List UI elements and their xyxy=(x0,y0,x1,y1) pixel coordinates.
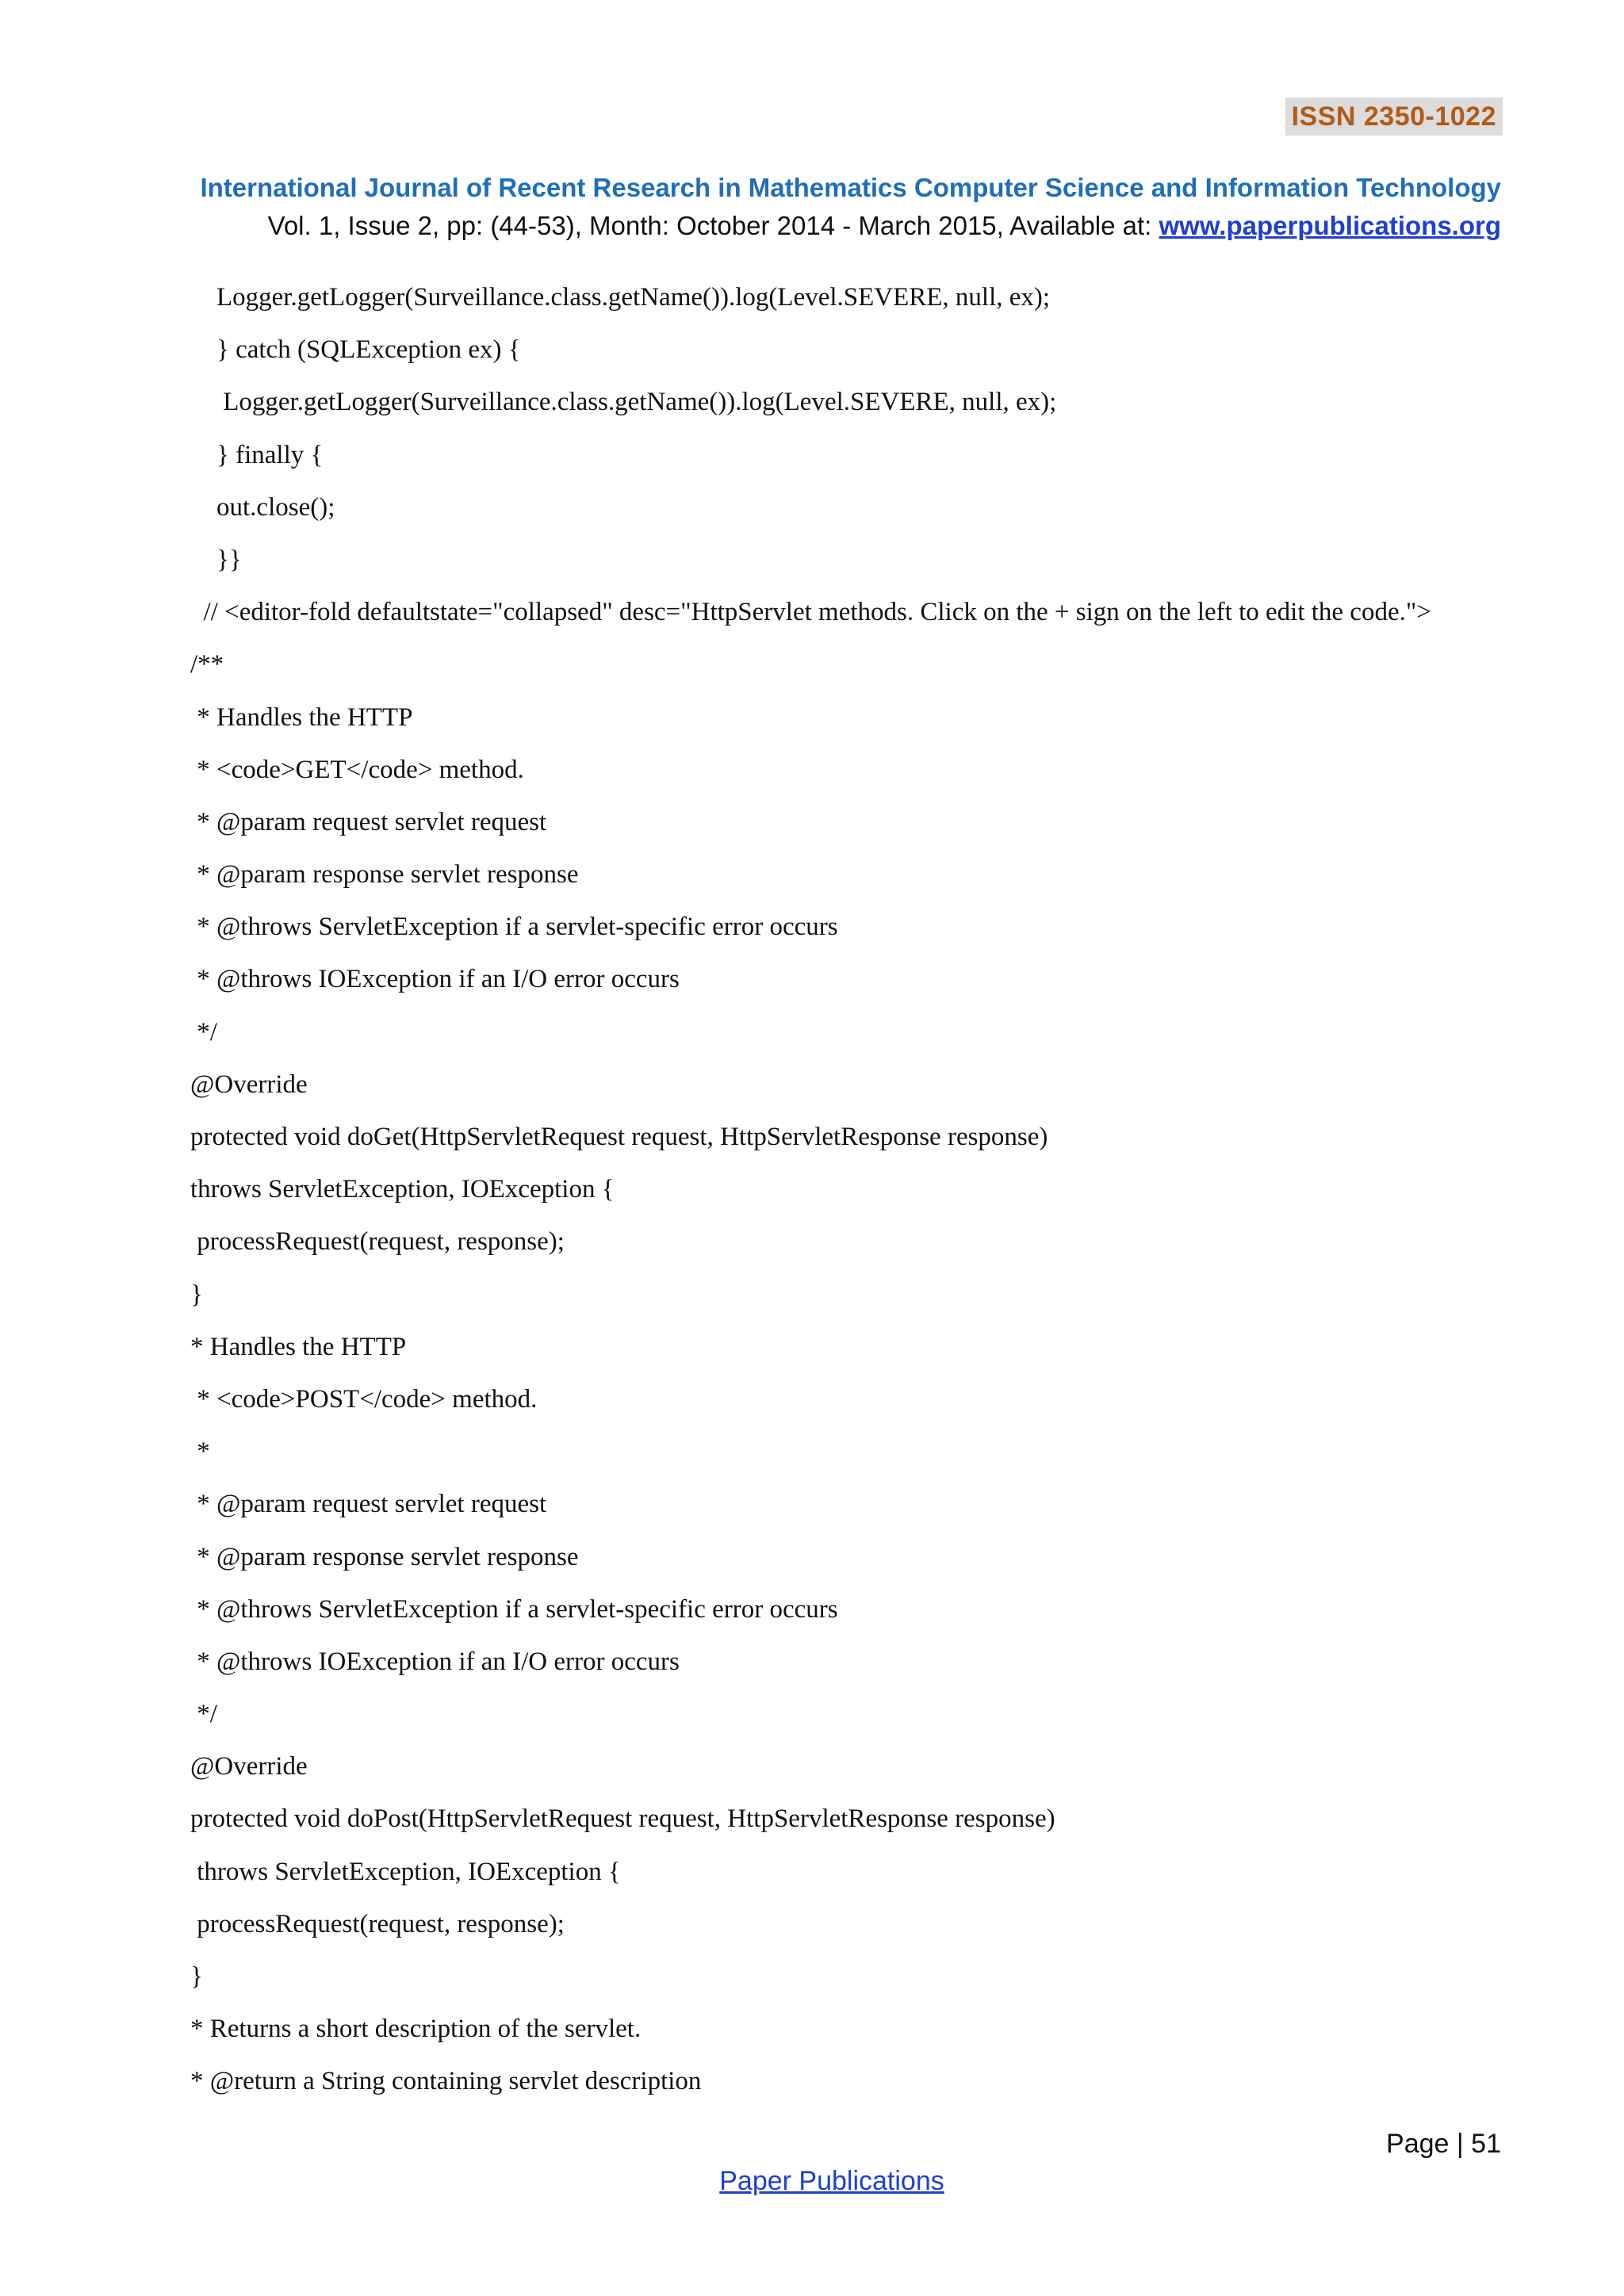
code-line: * @param request servlet request xyxy=(190,807,547,836)
code-line: * @throws IOException if an I/O error occurs xyxy=(190,1647,680,1676)
code-line: */ xyxy=(190,1017,217,1047)
code-line: processRequest(request, response); xyxy=(190,1227,565,1257)
journal-volume-info xyxy=(268,208,1501,244)
page-number: Page | 51 xyxy=(1386,2129,1501,2159)
code-line: Logger.getLogger(Surveillance.class.getName()).log(Level.SEVERE, null, ex); xyxy=(190,283,1051,312)
code-line: * <code>POST</code> method. xyxy=(190,1384,538,1414)
code-line: } catch (SQLException ex) { xyxy=(190,335,521,365)
code-line: * Returns a short description of the servlet. xyxy=(190,2015,642,2044)
code-line: // <editor-fold defaultstate="collapsed" desc="HttpServlet methods. Click on the + sign on the left to edit the code."> xyxy=(190,598,1431,627)
code-line: } finally { xyxy=(190,440,324,469)
journal-title: International Journal of Recent Research in Mathematics Computer Science and Information Technology xyxy=(200,173,1501,202)
code-line: throws ServletException, IOException { xyxy=(190,1857,621,1886)
code-line: * @throws IOException if an I/O error occurs xyxy=(190,965,680,994)
publisher-link[interactable]: Paper Publications xyxy=(719,2166,944,2196)
issn-badge: ISSN 2350-1022 xyxy=(1285,98,1503,136)
code-line: * @param request servlet request xyxy=(190,1490,547,1519)
code-line: } xyxy=(190,1962,203,1991)
code-line: * @return a String containing servlet description xyxy=(190,2067,702,2096)
code-line: Logger.getLogger(Surveillance.class.getName()).log(Level.SEVERE, null, ex); xyxy=(190,388,1057,417)
code-line: throws ServletException, IOException { xyxy=(190,1175,615,1204)
code-line: * xyxy=(190,1437,210,1467)
code-line: @Override xyxy=(190,1752,308,1781)
code-line: * <code>GET</code> method. xyxy=(190,755,524,784)
code-line: * @param response servlet response xyxy=(190,860,579,890)
code-line: * @param response servlet response xyxy=(190,1542,579,1571)
code-line: processRequest(request, response); xyxy=(190,1909,565,1938)
code-line: * Handles the HTTP xyxy=(190,702,413,732)
code-line: }} xyxy=(190,545,242,574)
code-line: @Override xyxy=(190,1070,308,1099)
code-line: out.close(); xyxy=(190,492,335,522)
volume-text: Vol. 1, Issue 2, pp: (44-53), Month: October 2014 - March 2015, Available at: xyxy=(267,211,1159,240)
code-line: * @throws ServletException if a servlet-specific error occurs xyxy=(190,913,838,942)
code-line: } xyxy=(190,1280,203,1309)
code-line: */ xyxy=(190,1700,217,1729)
code-line: * @throws ServletException if a servlet-specific error occurs xyxy=(190,1594,838,1624)
code-line: protected void doGet(HttpServletRequest request, HttpServletResponse response) xyxy=(190,1123,1048,1151)
journal-website-link[interactable]: www.paperpublications.org xyxy=(1159,211,1501,240)
code-line: protected void doPost(HttpServletRequest request, HttpServletResponse response) xyxy=(190,1804,1055,1834)
code-listing xyxy=(190,279,1499,2116)
code-line: /** xyxy=(190,650,224,679)
code-line: * Handles the HTTP xyxy=(190,1332,407,1361)
